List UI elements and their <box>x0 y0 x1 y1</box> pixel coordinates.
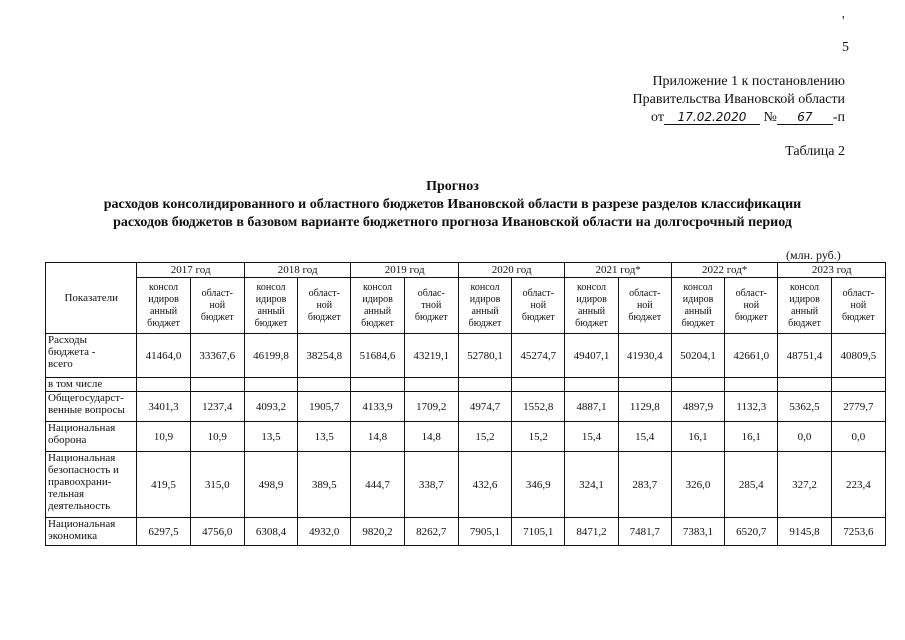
regional-budget-header <box>618 278 671 334</box>
consolidated-value: 498,9 <box>244 452 297 518</box>
table-row <box>46 378 886 392</box>
consolidated-value: 16,1 <box>671 422 724 452</box>
sub-header-line: анный <box>577 305 606 317</box>
sub-header-line: област- <box>735 287 767 299</box>
regional-value: 1129,8 <box>618 392 671 422</box>
consolidated-value: 9145,8 <box>778 518 831 546</box>
appendix-line-1: Приложение 1 к постановлению <box>652 74 845 89</box>
regional-budget-header <box>725 278 778 334</box>
regional-value: 1132,3 <box>725 392 778 422</box>
regional-value: 283,7 <box>618 452 671 518</box>
regional-value: 389,5 <box>298 452 351 518</box>
year-header: 2023 год <box>778 263 886 278</box>
table-label: Таблица 2 <box>785 144 845 159</box>
regional-value: 223,4 <box>831 452 885 518</box>
regional-value: 16,1 <box>725 422 778 452</box>
sub-header-line: бюджет <box>575 317 608 329</box>
sub-header-line: област- <box>201 287 233 299</box>
sub-header-line: бюджет <box>734 311 768 323</box>
handwritten-date: 17.02.2020 <box>664 110 760 125</box>
sub-header-line: идиров <box>682 293 714 305</box>
consolidated-value: 52780,1 <box>458 334 511 378</box>
page-number: 5 <box>842 40 849 55</box>
consolidated-value: 14,8 <box>351 422 404 452</box>
consolidated-value: 4133,9 <box>351 392 404 422</box>
sub-header-line: идиров <box>148 293 179 305</box>
consolidated-budget-header <box>458 278 511 334</box>
consolidated-value: 41464,0 <box>137 334 190 378</box>
consolidated-value: 13,5 <box>244 422 297 452</box>
sub-header-line: бюджет <box>200 311 234 323</box>
regional-value <box>725 378 778 392</box>
date-prefix: от <box>651 110 664 125</box>
sub-header-line: консол <box>790 281 820 293</box>
sub-header-line: ной <box>209 299 226 311</box>
regional-value: 346,9 <box>512 452 565 518</box>
unit-label: (млн. руб.) <box>786 248 841 262</box>
table-row <box>46 392 886 422</box>
row-label-line: деятельность <box>48 500 111 512</box>
sub-header-line: идиров <box>255 293 287 305</box>
consolidated-value: 7905,1 <box>458 518 511 546</box>
consolidated-value: 46199,8 <box>244 334 297 378</box>
regional-value <box>298 378 351 392</box>
sub-header-line: анный <box>471 305 499 317</box>
consolidated-value: 51684,6 <box>351 334 404 378</box>
sub-header-line: анный <box>790 305 819 317</box>
regional-value <box>190 378 244 392</box>
sub-header-line: идиров <box>576 293 607 305</box>
sub-header-line: бюджет <box>468 317 502 329</box>
regional-value <box>512 378 565 392</box>
consolidated-value: 10,9 <box>137 422 190 452</box>
consolidated-value <box>244 378 297 392</box>
indicator-header: Показатели <box>46 263 137 334</box>
row-label <box>46 518 137 546</box>
consolidated-value: 326,0 <box>671 452 724 518</box>
row-label-line: Национальная <box>48 518 116 530</box>
document-title <box>0 178 905 232</box>
consolidated-value: 432,6 <box>458 452 511 518</box>
consolidated-value <box>458 378 511 392</box>
sub-header-line: бюджет <box>414 311 448 323</box>
regional-value: 8262,7 <box>404 518 458 546</box>
sub-header-line: бюджет <box>361 317 394 329</box>
consolidated-value: 8471,2 <box>565 518 618 546</box>
corner-mark: ' <box>842 14 845 29</box>
consolidated-value: 49407,1 <box>565 334 618 378</box>
number-prefix: № <box>763 110 777 125</box>
title-line-3: расходов бюджетов в базовом варианте бюджетного прогноза Ивановской области на долгосрочный период <box>113 215 792 230</box>
consolidated-value: 50204,1 <box>671 334 724 378</box>
row-label <box>46 378 137 392</box>
consolidated-value: 4093,2 <box>244 392 297 422</box>
regional-value: 1552,8 <box>512 392 565 422</box>
sub-header-line: тной <box>421 299 442 311</box>
regional-value: 45274,7 <box>512 334 565 378</box>
sub-header-line: консол <box>577 281 607 293</box>
sub-header-line: анный <box>149 305 178 317</box>
sub-header-line: бюджет <box>681 317 715 329</box>
sub-header-line: област- <box>522 287 554 299</box>
row-label-line: безопасность и <box>48 464 119 476</box>
sub-header-line: област- <box>629 287 661 299</box>
appendix-date-line <box>633 109 845 127</box>
year-header: 2020 год <box>458 263 565 278</box>
consolidated-value: 6308,4 <box>244 518 297 546</box>
year-header: 2022 год* <box>671 263 778 278</box>
title-line-1: Прогноз <box>426 179 479 194</box>
regional-value: 33367,6 <box>190 334 244 378</box>
regional-value <box>404 378 458 392</box>
regional-value: 7481,7 <box>618 518 671 546</box>
regional-value: 1237,4 <box>190 392 244 422</box>
row-label-line: оборона <box>48 434 87 446</box>
regional-value: 285,4 <box>725 452 778 518</box>
sub-header-line: бюджет <box>628 311 662 323</box>
regional-value: 15,2 <box>512 422 565 452</box>
consolidated-value: 5362,5 <box>778 392 831 422</box>
appendix-block <box>633 73 845 127</box>
consolidated-budget-header <box>244 278 297 334</box>
regional-budget-header <box>512 278 565 334</box>
regional-value: 0,0 <box>831 422 885 452</box>
sub-header-line: анный <box>684 305 712 317</box>
consolidated-value: 4974,7 <box>458 392 511 422</box>
table-row <box>46 452 886 518</box>
consolidated-value: 6297,5 <box>137 518 190 546</box>
regional-value: 4932,0 <box>298 518 351 546</box>
regional-value: 13,5 <box>298 422 351 452</box>
consolidated-value: 4897,9 <box>671 392 724 422</box>
forecast-table <box>45 262 886 546</box>
sub-header-line: идиров <box>789 293 820 305</box>
sub-header-line: област- <box>308 287 340 299</box>
sub-header-line: бюджет <box>147 317 180 329</box>
consolidated-value: 15,4 <box>565 422 618 452</box>
sub-header-line: консол <box>256 281 286 293</box>
row-label-line: Общегосударст- <box>48 392 124 404</box>
sub-header-line: ной <box>743 299 760 311</box>
regional-budget-header <box>298 278 351 334</box>
consolidated-value: 3401,3 <box>137 392 190 422</box>
year-header-row <box>46 263 886 278</box>
consolidated-budget-header <box>351 278 404 334</box>
consolidated-budget-header <box>565 278 618 334</box>
consolidated-value <box>671 378 724 392</box>
sub-header-line: консол <box>149 281 179 293</box>
sub-header-line: идиров <box>469 293 501 305</box>
consolidated-value: 48751,4 <box>778 334 831 378</box>
regional-budget-header <box>190 278 244 334</box>
row-label-line: тельная <box>48 488 85 500</box>
consolidated-value <box>137 378 190 392</box>
consolidated-value: 4887,1 <box>565 392 618 422</box>
sub-header-line: ной <box>636 299 653 311</box>
regional-value <box>618 378 671 392</box>
row-label <box>46 422 137 452</box>
consolidated-value: 327,2 <box>778 452 831 518</box>
regional-value: 41930,4 <box>618 334 671 378</box>
consolidated-budget-header <box>137 278 190 334</box>
row-label-line: бюджета - <box>48 346 96 358</box>
title-line-2: расходов консолидированного и областного бюджетов Ивановской области в разрезе разделов классификации <box>103 197 802 212</box>
regional-value: 338,7 <box>404 452 458 518</box>
consolidated-value: 444,7 <box>351 452 404 518</box>
sub-header-line: консол <box>470 281 500 293</box>
table-body <box>46 334 886 546</box>
consolidated-value: 15,2 <box>458 422 511 452</box>
row-label <box>46 392 137 422</box>
year-header: 2021 год* <box>565 263 672 278</box>
row-label-line: Национальная <box>48 452 116 464</box>
regional-value: 315,0 <box>190 452 244 518</box>
consolidated-value <box>351 378 404 392</box>
regional-value: 38254,8 <box>298 334 351 378</box>
consolidated-value: 9820,2 <box>351 518 404 546</box>
regional-value: 14,8 <box>404 422 458 452</box>
sub-header-line: ной <box>316 299 333 311</box>
regional-value: 42661,0 <box>725 334 778 378</box>
appendix-line-2: Правительства Ивановской области <box>632 92 845 107</box>
year-header: 2019 год <box>351 263 459 278</box>
sub-header-line: облас- <box>417 287 445 299</box>
regional-value: 7253,6 <box>831 518 885 546</box>
row-label-line: в том числе <box>48 378 103 390</box>
consolidated-budget-header <box>671 278 724 334</box>
consolidated-value: 7383,1 <box>671 518 724 546</box>
sub-header-line: ной <box>850 299 867 311</box>
regional-value: 2779,7 <box>831 392 885 422</box>
sub-header-row <box>46 278 886 334</box>
regional-budget-header <box>831 278 885 334</box>
sub-header-line: консол <box>683 281 713 293</box>
regional-budget-header <box>404 278 458 334</box>
sub-header-line: анный <box>257 305 285 317</box>
consolidated-value: 419,5 <box>137 452 190 518</box>
number-suffix: -п <box>832 110 845 125</box>
table-row <box>46 518 886 546</box>
row-label-line: Национальная <box>48 422 116 434</box>
sub-header-line: област- <box>842 287 875 299</box>
sub-header-line: ной <box>530 299 547 311</box>
regional-value <box>831 378 885 392</box>
sub-header-line: бюджет <box>788 317 821 329</box>
sub-header-line: бюджет <box>254 317 288 329</box>
row-label-line: правоохрани- <box>48 476 112 488</box>
regional-value: 15,4 <box>618 422 671 452</box>
row-label-line: венные вопросы <box>48 404 125 416</box>
row-label-line: всего <box>48 358 73 370</box>
table-row <box>46 334 886 378</box>
consolidated-value <box>565 378 618 392</box>
regional-value: 43219,1 <box>404 334 458 378</box>
sub-header-line: идиров <box>362 293 393 305</box>
regional-value: 1709,2 <box>404 392 458 422</box>
sub-header-line: бюджет <box>521 311 555 323</box>
sub-header-line: консол <box>363 281 393 293</box>
regional-value: 7105,1 <box>512 518 565 546</box>
regional-value: 40809,5 <box>831 334 885 378</box>
consolidated-value: 324,1 <box>565 452 618 518</box>
sub-header-line: бюджет <box>841 311 875 323</box>
regional-value: 10,9 <box>190 422 244 452</box>
regional-value: 1905,7 <box>298 392 351 422</box>
row-label-line: Расходы <box>48 334 87 346</box>
consolidated-value: 0,0 <box>778 422 831 452</box>
year-header: 2018 год <box>244 263 351 278</box>
consolidated-value <box>778 378 831 392</box>
row-label-line: экономика <box>48 530 98 542</box>
consolidated-budget-header <box>778 278 831 334</box>
year-header: 2017 год <box>137 263 245 278</box>
table-row <box>46 422 886 452</box>
sub-header-line: бюджет <box>307 311 341 323</box>
sub-header-line: анный <box>363 305 392 317</box>
row-label <box>46 452 137 518</box>
row-label <box>46 334 137 378</box>
regional-value: 4756,0 <box>190 518 244 546</box>
handwritten-number: 67 <box>777 110 833 125</box>
regional-value: 6520,7 <box>725 518 778 546</box>
